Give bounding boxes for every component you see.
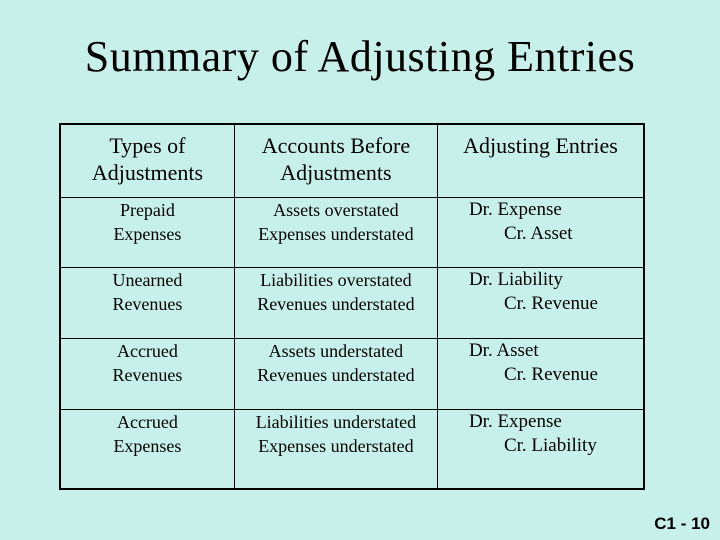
adjustment-type: Accrued Expenses xyxy=(60,409,234,489)
header-types: Types of Adjustments xyxy=(60,124,234,197)
debit-line: Dr. Asset xyxy=(468,339,539,361)
adjustment-type: Accrued Revenues xyxy=(60,338,234,409)
slide-number: C1 - 10 xyxy=(654,514,710,533)
adjustment-type: Unearned Revenues xyxy=(60,267,234,338)
credit-line: Cr. Revenue xyxy=(503,292,598,314)
accounts-before: Assets overstated Expenses understated xyxy=(234,197,437,267)
debit-line: Dr. Expense xyxy=(468,198,562,220)
table-row xyxy=(60,409,644,489)
accounts-before: Liabilities overstated Revenues understated xyxy=(234,267,437,338)
credit-line: Cr. Revenue xyxy=(503,363,598,385)
adjustment-type: Prepaid Expenses xyxy=(60,197,234,267)
adjusting-entry xyxy=(437,197,644,267)
table-header-row xyxy=(60,124,644,197)
adjusting-entry xyxy=(437,267,644,338)
debit-line: Dr. Expense xyxy=(468,410,562,432)
debit-line: Dr. Liability xyxy=(468,268,563,290)
adjusting-entry xyxy=(437,338,644,409)
accounts-before: Liabilities understated Expenses understated xyxy=(234,409,437,489)
credit-line: Cr. Asset xyxy=(503,222,573,244)
accounts-before: Assets understated Revenues understated xyxy=(234,338,437,409)
credit-line: Cr. Liability xyxy=(503,434,597,456)
adjusting-entry xyxy=(437,409,644,489)
header-entries: Adjusting Entries xyxy=(437,124,644,197)
slide-title: Summary of Adjusting Entries xyxy=(84,32,636,81)
table-row xyxy=(60,338,644,409)
table-row xyxy=(60,267,644,338)
adjusting-entries-table xyxy=(59,123,645,490)
header-accounts: Accounts Before Adjustments xyxy=(234,124,437,197)
table-row xyxy=(60,197,644,267)
